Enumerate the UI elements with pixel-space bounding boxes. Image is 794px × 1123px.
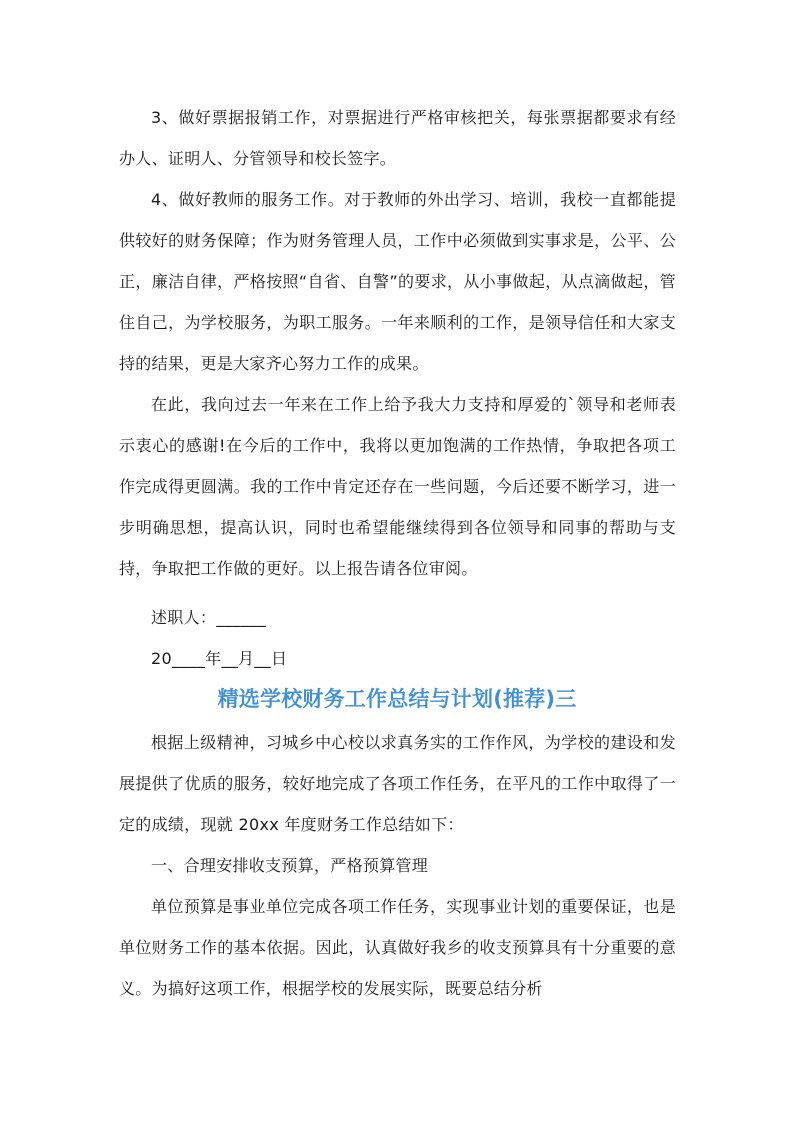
signature-line: 述职人：______ xyxy=(151,608,266,627)
paragraph-receipt-reimbursement: 3、做好票据报销工作，对票据进行严格审核把关，每张票据都要求有经办人、证明人、分管领导和校长签字。 xyxy=(119,108,676,168)
paragraph-budget: 单位预算是事业单位完成各项工作任务，实现事业计划的重要保证，也是单位财务工作的基本依据。因此，认真做好我乡的收支预算具有十分重要的意义。为搞好这项工作，根据学校的发展实际，既要总结分析 xyxy=(119,897,676,998)
paragraph-intro: 根据上级精神，习城乡中心校以求真务实的工作作风，为学校的建设和发展提供了优质的服务，较好地完成了各项工作任务，在平凡的工作中取得了一定的成绩，现就 20xx 年度财务工作总结如下： xyxy=(119,733,676,834)
paragraph-teacher-service: 4、做好教师的服务工作。对于教师的外出学习、培训，我校一直都能提供较好的财务保障；作为财务管理人员，工作中必须做到实事求是，公平、公正，廉洁自律，严格按照“自省、自警”的要求，从小事做起，从点滴做起，管住自己，为学校服务，为职工服务。一年来顺利的工作，是领导信任和大家支持的结果，更是大家齐心努力工作的成果。 xyxy=(119,190,676,373)
section-title: 精选学校财务工作总结与计划(推荐)三 xyxy=(217,687,577,711)
date-line: 20____年__月__日 xyxy=(151,649,288,668)
paragraph-thanks: 在此，我向过去一年来在工作上给予我大力支持和厚爱的`领导和老师表示衷心的感谢!在今后的工作中，我将以更加饱满的工作热情，争取把各项工作完成得更圆满。我的工作中肯定还存在一些问题，今后还要不断学习，进一步明确思想，提高认识，同时也希望能继续得到各位领导和同事的帮助与支持，争取把工作做的更好。以上报告请各位审阅。 xyxy=(119,395,676,578)
section-subheading: 一、合理安排收支预算，严格预算管理 xyxy=(151,856,429,875)
